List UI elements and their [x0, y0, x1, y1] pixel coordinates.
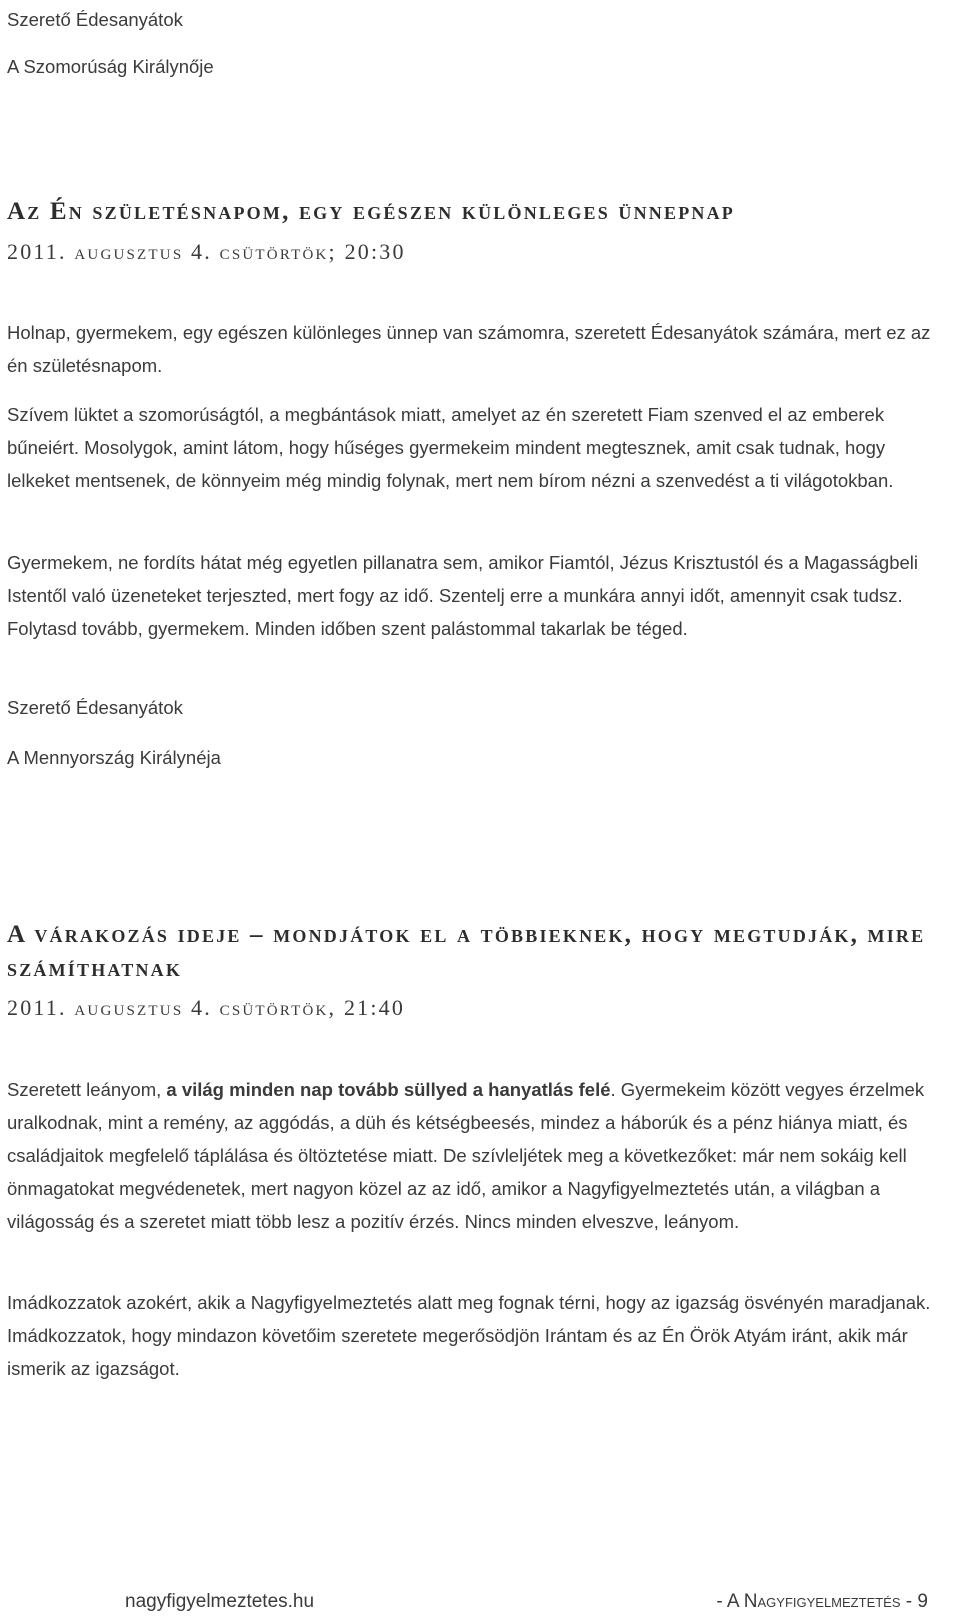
section1-signature-line2: A Mennyország Királynéja	[7, 747, 221, 768]
section2-paragraph-2: Imádkozzatok azokért, akik a Nagyfigyelmeztetés alatt meg fognak térni, hogy az igazság ösvényén maradjanak. Imádkozzatok, hogy mindazon követőim szeretete megerősödjön Irántam és az Én Örök Atyám iránt, akik már ismerik az igazságot.	[7, 1292, 931, 1379]
section2-paragraph-1-rest: . Gyermekeim között vegyes érzelmek uralkodnak, mint a remény, az aggódás, a düh és kétségbeesés, mindez a háborúk és a pénz hiánya miatt, és családjaitok megfelelő táplálása és öltöztetése miatt. De szívleljétek meg a következőket: már nem sokáig kell önmagatokat megvédenetek, mert nagyon közel az az idő, amikor a Nagyfigyelmeztetés után, a világban a világosság és a szeretet miatt több lesz a pozitív érzés. Nincs minden elveszve, leányom.	[7, 1079, 925, 1232]
section1-signature-line1: Szerető Édesanyátok	[7, 697, 183, 718]
section1-title: Az Én születésnapom, egy egészen különleges ünnepnap	[7, 198, 735, 225]
footer-right	[716, 1591, 928, 1613]
section1-paragraph-3: Gyermekem, ne fordíts hátat még egyetlen pillanatra sem, amikor Fiamtól, Jézus Krisztustól és a Magasságbeli Istentől való üzeneteket terjeszted, mert fogy az idő. Szentelj erre a munkára annyi időt, amennyit csak tudsz. Folytasd tovább, gyermekem. Minden időben szent palástommal takarlak be téged.	[7, 552, 918, 639]
footer-page-number: 9	[917, 1591, 928, 1612]
section1-paragraph-1: Holnap, gyermekem, egy egészen különleges ünnep van számomra, szeretett Édesanyátok számára, mert ez az én születésnapom.	[7, 322, 931, 376]
section2-paragraph-1-start: Szeretett leányom,	[7, 1079, 167, 1100]
section1-paragraph-2: Szívem lüktet a szomorúságtól, a megbántások miatt, amelyet az én szeretett Fiam szenved el az emberek bűneiért. Mosolygok, amint látom, hogy hűséges gyermekeim mindent megtesznek, amit csak tudnak, hogy lelkeket mentsenek, de könnyeim még mindig folynak, mert nem bírom nézni a szenvedést a ti világotokban.	[7, 404, 894, 491]
footer-site: nagyfigyelmeztetes.hu	[125, 1591, 315, 1612]
section2-paragraph-1	[7, 1073, 937, 1238]
section1-date: 2011. augusztus 4. csütörtök; 20:30	[7, 239, 406, 264]
section2-title: A várakozás ideje – mondjátok el a többieknek, hogy megtudják, mire számíthatnak	[7, 921, 926, 982]
section2-paragraph-1-bold: a világ minden nap tovább süllyed a hanyatlás felé	[166, 1079, 611, 1100]
section2-date: 2011. augusztus 4. csütörtök, 21:40	[7, 995, 406, 1020]
top-signature-line1: Szerető Édesanyátok	[7, 9, 183, 30]
footer-book-title: - A Nagyfigyelmeztetés -	[716, 1591, 913, 1612]
top-signature-line2: A Szomorúság Királynője	[7, 56, 214, 77]
